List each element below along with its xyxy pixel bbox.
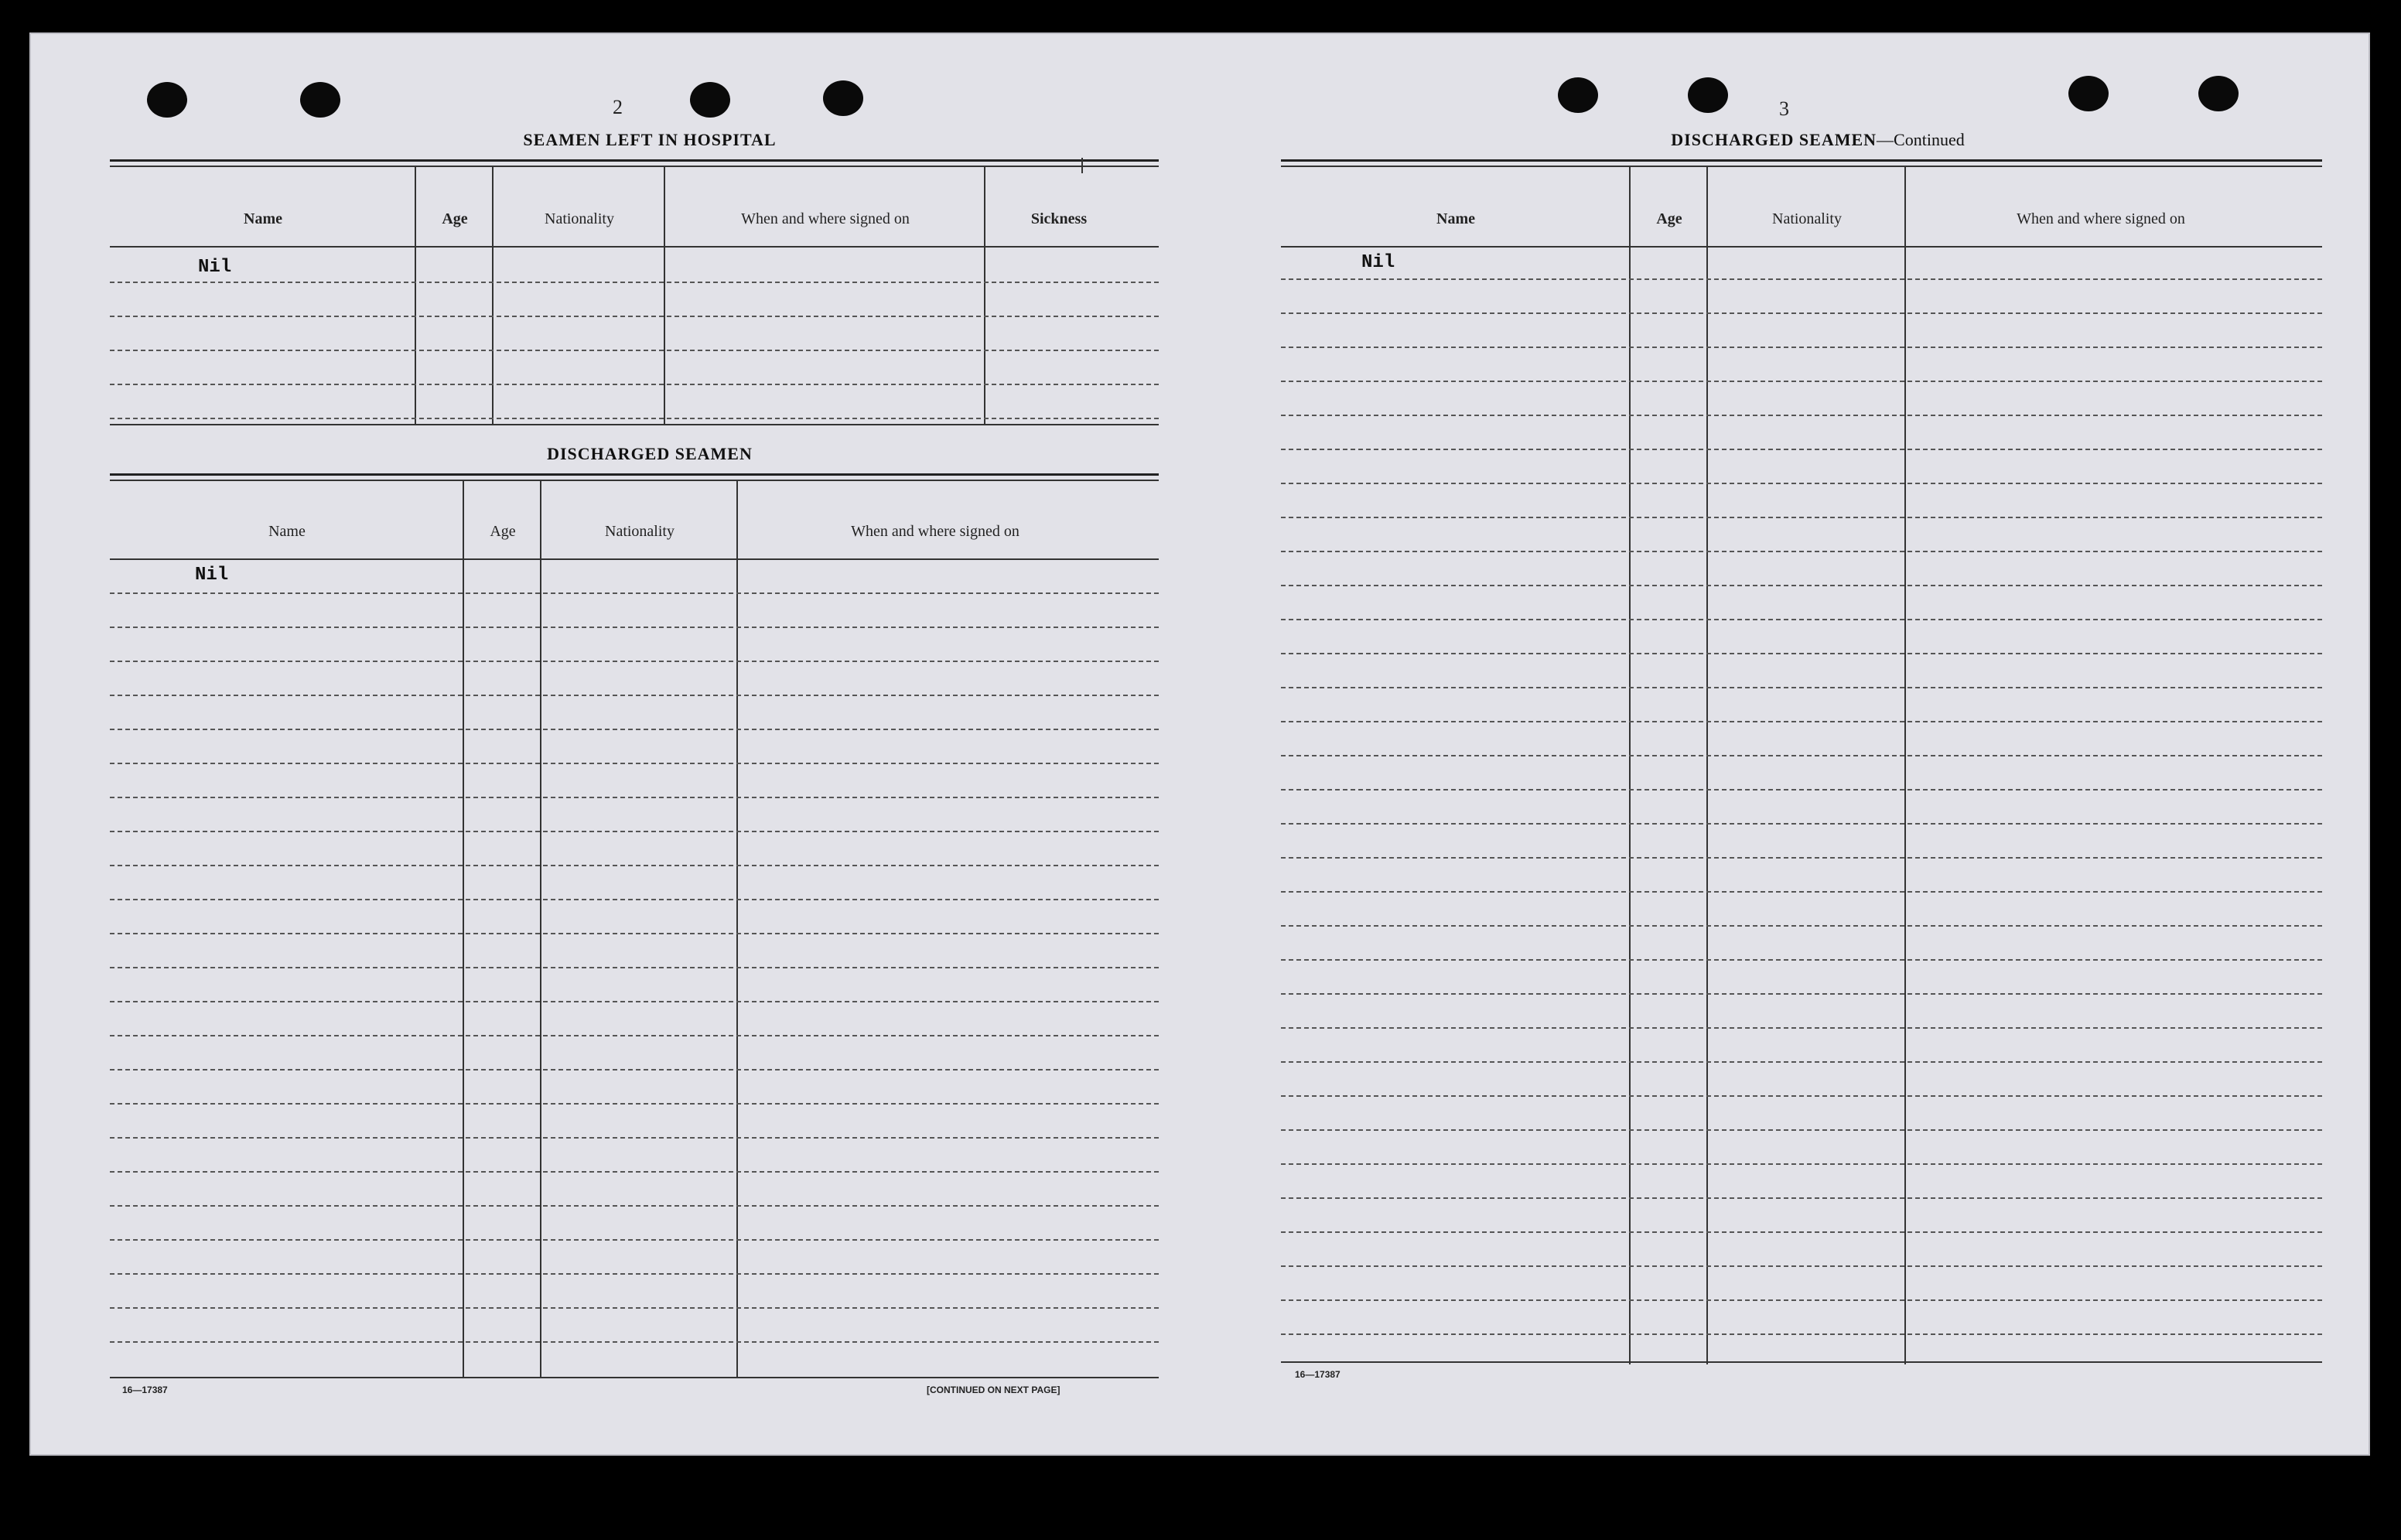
right-section-title-main: DISCHARGED SEAMEN [1671,130,1877,149]
discharged-table-left [110,472,1159,1415]
page-number-left: 2 [613,96,623,118]
discharged-col-nationality: Nationality [605,523,675,540]
hospital-col-name: Name [244,210,282,227]
document-sheet [29,32,2370,1456]
hospital-col-sickness: Sickness [1030,210,1088,227]
right-col-name: Name [1436,210,1475,227]
hospital-section-title: SEAMEN LEFT IN HOSPITAL [523,130,777,149]
page-number-right: 3 [1779,97,1789,120]
discharged-col-name: Name [268,523,306,540]
form-number-right: 16—17387 [1295,1369,1341,1380]
discharged-section-title: DISCHARGED SEAMEN [547,444,753,463]
punch-hole [1558,77,1598,113]
punch-hole [690,82,730,118]
punch-hole [147,82,187,118]
right-col-age: Age [1656,210,1682,227]
punch-hole [823,80,863,116]
hospital-table [110,158,1159,459]
hospital-col-signed-on: When and where signed on [741,210,910,227]
form-number-left: 16—17387 [122,1385,168,1395]
discharged-col-age: Age [490,523,516,540]
discharged-col-signed-on: When and where signed on [851,523,1019,540]
hospital-col-nationality: Nationality [545,210,614,227]
hospital-col-age: Age [442,210,468,227]
right-entry-name: Nil [1361,252,1395,273]
punch-hole [2068,76,2109,111]
punch-hole [2198,76,2239,111]
discharged-entry-name: Nil [195,565,229,586]
continued-note: [CONTINUED ON NEXT PAGE] [927,1385,1060,1395]
punch-hole [300,82,340,118]
punch-hole [1688,77,1728,113]
right-section-title-continued: —Continued [1877,130,1965,149]
right-section-title [1547,130,2088,150]
right-col-nationality: Nationality [1772,210,1842,227]
right-col-signed-on: When and where signed on [2017,210,2185,227]
hospital-entry-name: Nil [198,257,232,278]
discharged-table-right [1281,158,2322,1395]
